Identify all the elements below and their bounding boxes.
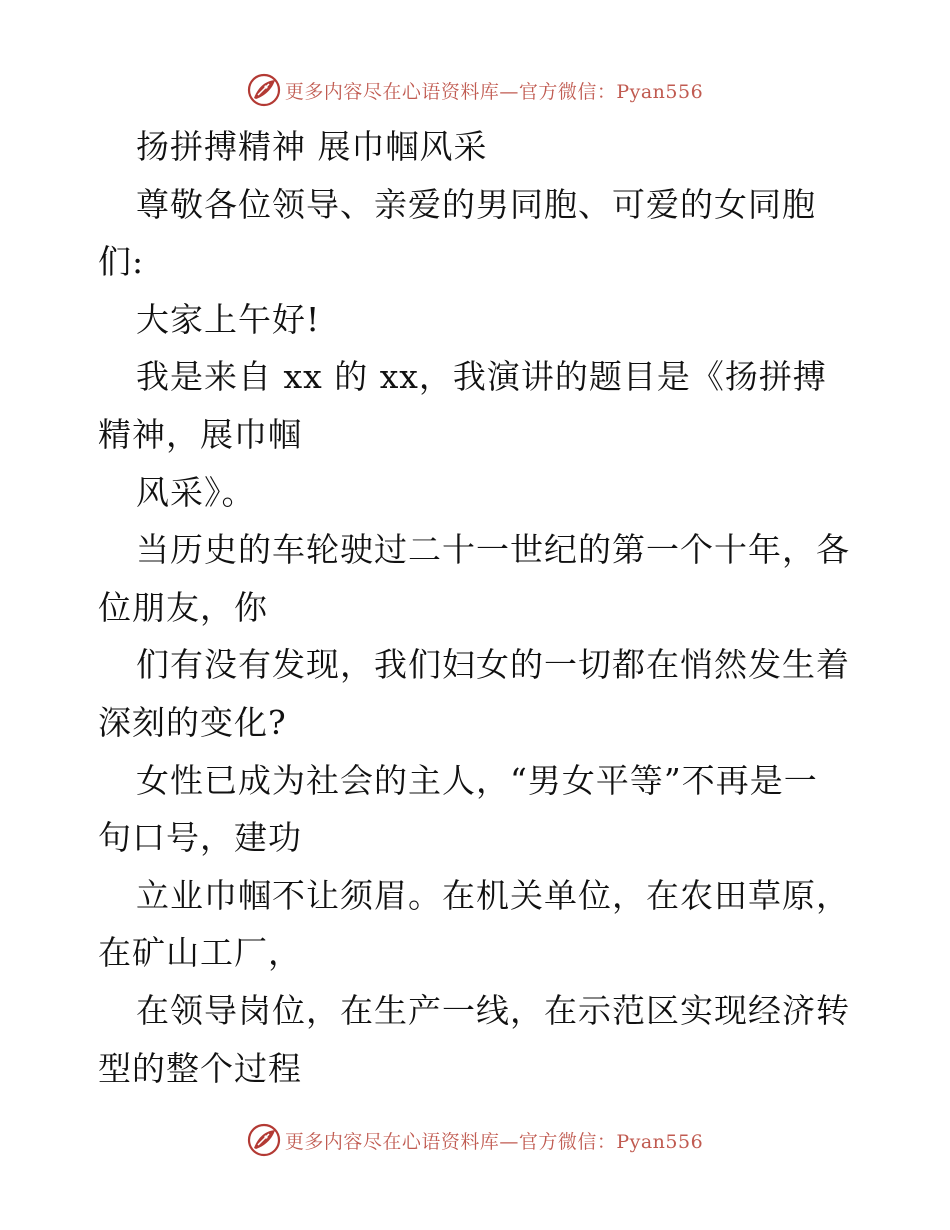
paragraph-line: 位朋友，你 bbox=[98, 587, 268, 627]
paragraph-line: 我是来自 xx 的 xx，我演讲的题目是《扬拼搏 bbox=[136, 357, 827, 397]
paragraph-line: 型的整个过程 bbox=[98, 1048, 302, 1088]
paragraph-line: 深刻的变化? bbox=[98, 702, 287, 742]
document-body bbox=[98, 118, 858, 1097]
footer-banner-text: 更多内容尽在心语资料库—官方微信：Pyan556 bbox=[284, 1130, 704, 1153]
pen-nib-logo-icon bbox=[247, 1123, 281, 1157]
paragraph-line: 在矿山工厂， bbox=[98, 933, 302, 973]
paragraph-line: 风采》。 bbox=[136, 472, 256, 512]
paragraph-line: 精神，展巾帼 bbox=[98, 414, 302, 454]
pen-nib-logo-icon bbox=[247, 73, 281, 107]
header-banner-text: 更多内容尽在心语资料库—官方微信：Pyan556 bbox=[284, 80, 704, 103]
paragraph-line: 尊敬各位领导、亲爱的男同胞、可爱的女同胞 bbox=[136, 184, 816, 224]
paragraph-line: 句口号，建功 bbox=[98, 818, 302, 858]
paragraph-line: 在领导岗位，在生产一线，在示范区实现经济转 bbox=[136, 990, 850, 1030]
document-title: 扬拼搏精神 展巾帼风采 bbox=[136, 127, 488, 166]
paragraph-line: 当历史的车轮驶过二十一世纪的第一个十年，各 bbox=[136, 530, 850, 570]
paragraph-line: 们: bbox=[98, 242, 145, 282]
paragraph-line: 立业巾帼不让须眉。在机关单位，在农田草原， bbox=[136, 875, 850, 915]
header-banner bbox=[0, 70, 950, 110]
paragraph-line: 女性已成为社会的主人，“男女平等”不再是一 bbox=[136, 760, 818, 800]
paragraph-line: 们有没有发现，我们妇女的一切都在悄然发生着 bbox=[136, 645, 850, 685]
paragraph-line: 大家上午好! bbox=[136, 299, 321, 339]
footer-banner bbox=[0, 1120, 950, 1160]
